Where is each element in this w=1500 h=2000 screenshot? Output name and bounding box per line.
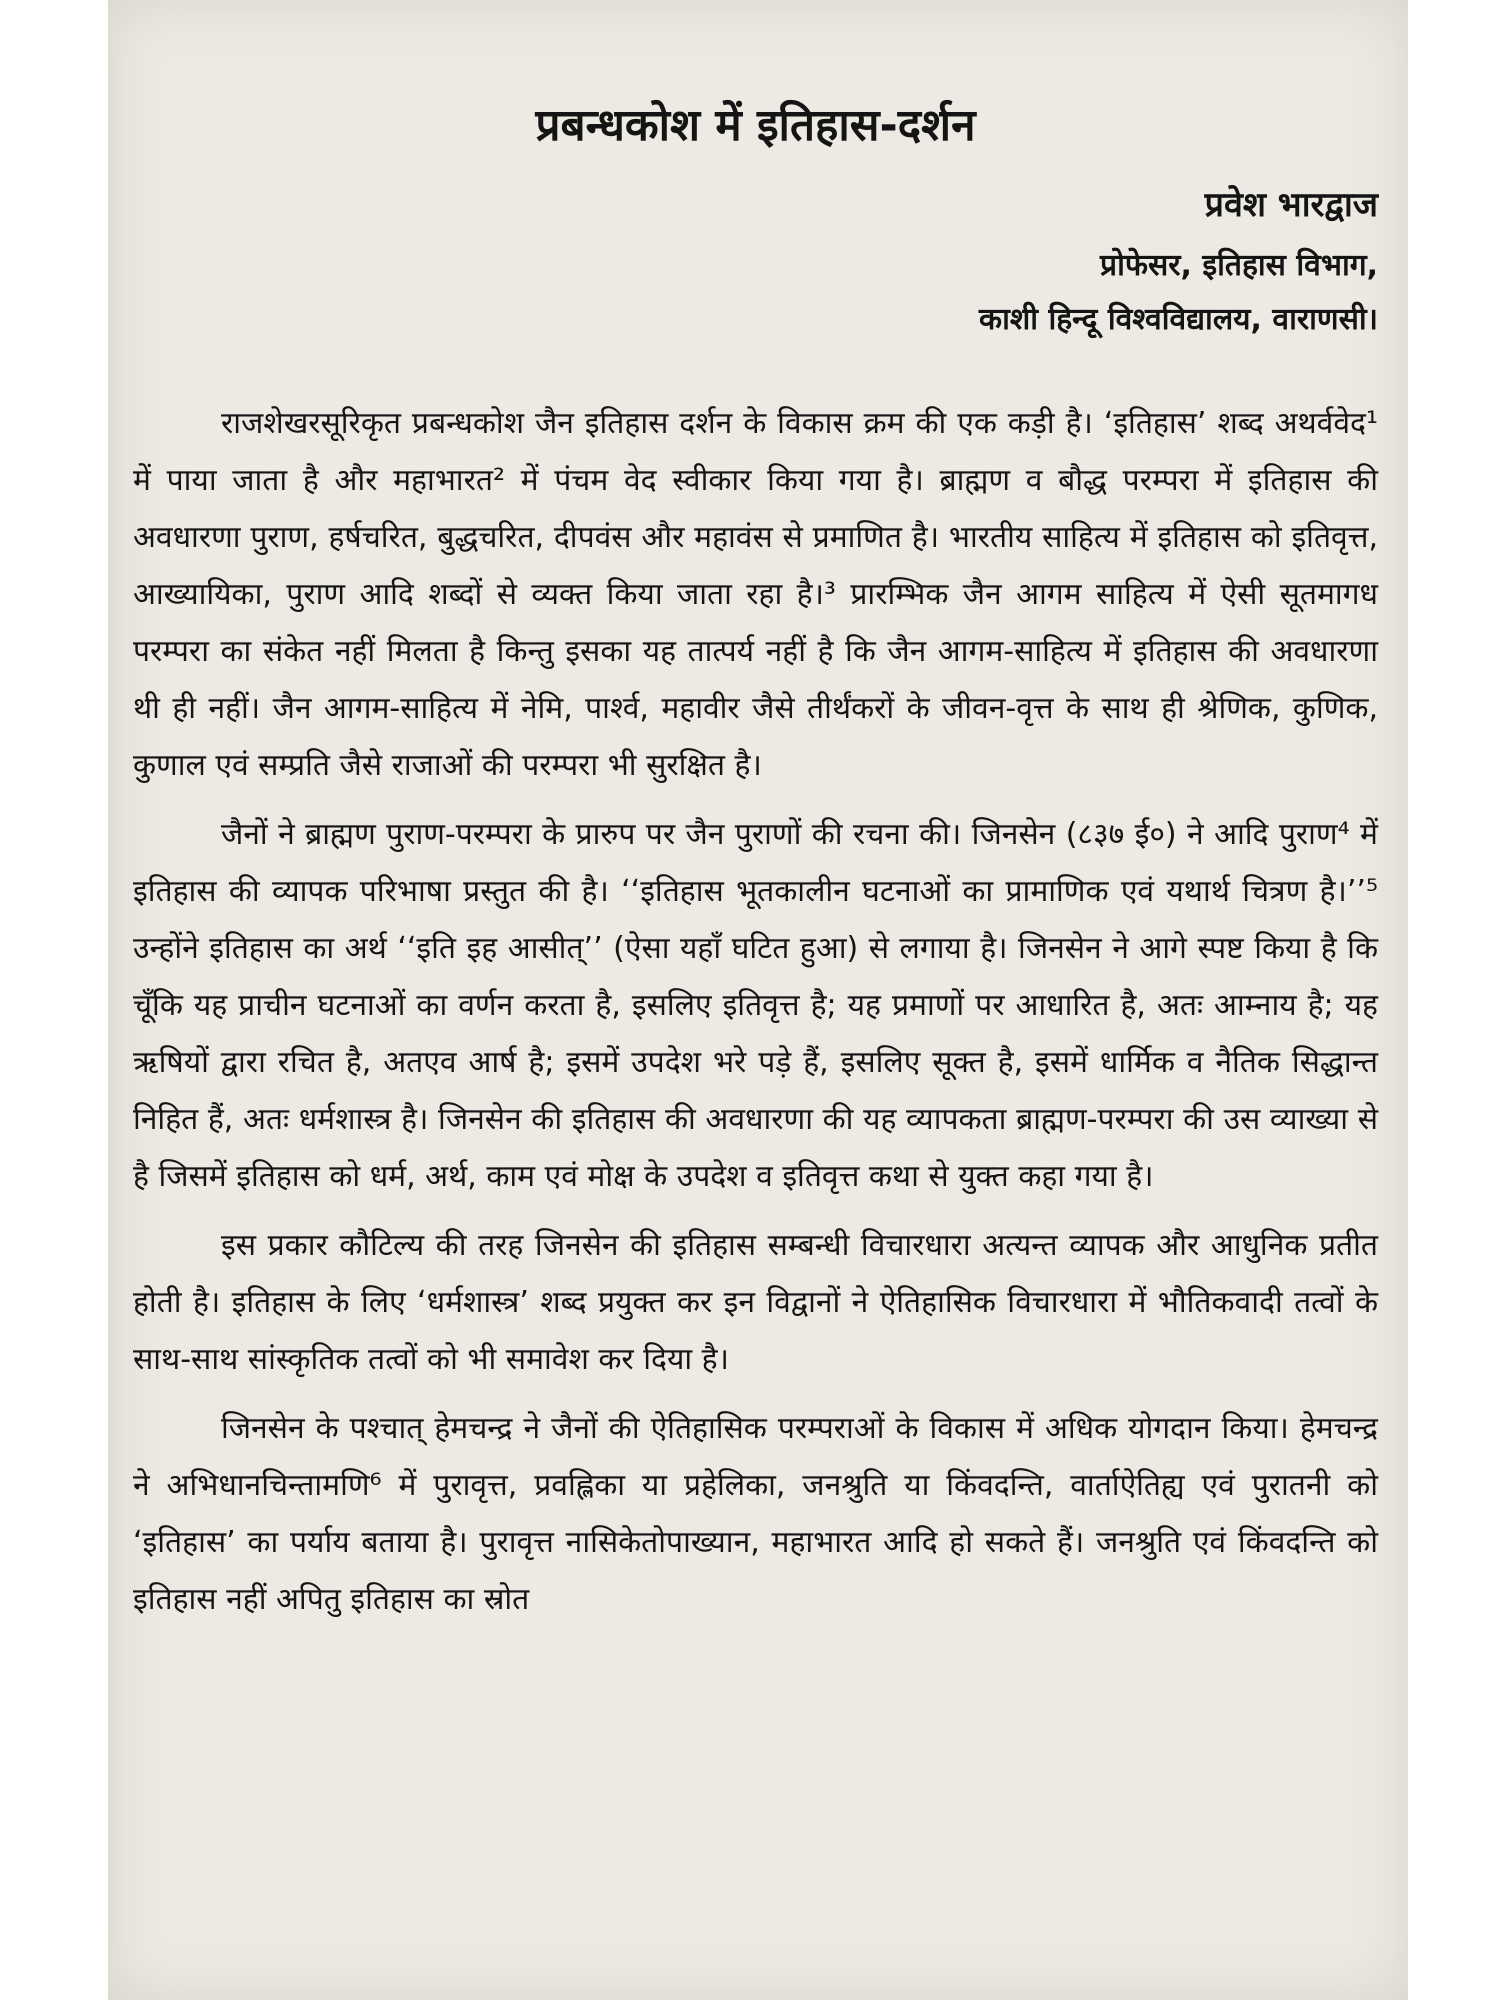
page-title: प्रबन्धकोश में इतिहास-दर्शन (535, 100, 976, 151)
author-name: प्रवेश भारद्वाज (1204, 184, 1378, 225)
paragraph: इस प्रकार कौटिल्य की तरह जिनसेन की इतिहास सम्बन्धी विचारधारा अत्यन्त व्यापक और आधुनिक प्रतीत होती है। इतिहास के लिए ‘धर्मशास्त्र’ शब्द प्रयुक्त कर इन विद्वानों ने ऐतिहासिक विचारधारा में भौतिकवादी तत्वों के साथ-साथ सांस्कृतिक तत्वों को भी समावेश कर दिया है। (133, 1228, 1378, 1378)
article (133, 100, 1378, 1640)
author-affiliation-university: काशी हिन्दू विश्वविद्यालय, वाराणसी। (979, 301, 1378, 337)
paragraph: राजशेखरसूरिकृत प्रबन्धकोश जैन इतिहास दर्शन के विकास क्रम की एक कड़ी है। ‘इतिहास’ शब्द अथर्ववेद¹ में पाया जाता है और महाभारत² में पंचम वेद स्वीकार किया गया है। ब्राह्मण व बौद्ध परम्परा में इतिहास की अवधारणा पुराण, हर्षचरित, बुद्धचरित, दीपवंस और महावंस से प्रमाणित है। भारतीय साहित्य में इतिहास को इतिवृत्त, आख्यायिका, पुराण आदि शब्दों से व्यक्त किया जाता रहा है।³ प्रारम्भिक जैन आगम साहित्य में ऐसी सूतमागध परम्परा का संकेत नहीं मिलता है किन्तु इसका यह तात्पर्य नहीं है कि जैन आगम-साहित्य में इतिहास की अवधारणा थी ही नहीं। जैन आगम-साहित्य में नेमि, पार्श्व, महावीर जैसे तीर्थंकरों के जीवन-वृत्त के साथ ही श्रेणिक, कुणिक, कुणाल एवं सम्प्रति जैसे राजाओं की परम्परा भी सुरक्षित है। (133, 406, 1378, 784)
article-body (133, 395, 1378, 1628)
author-affiliation-department: प्रोफेसर, इतिहास विभाग, (1100, 248, 1378, 284)
paragraph: जैनों ने ब्राह्मण पुराण-परम्परा के प्रारुप पर जैन पुराणों की रचना की। जिनसेन (८३७ ई०) ने आदि पुराण⁴ में इतिहास की व्यापक परिभाषा प्रस्तुत की है। ‘‘इतिहास भूतकालीन घटनाओं का प्रामाणिक एवं यथार्थ चित्रण है।’’⁵ उन्होंने इतिहास का अर्थ ‘‘इति इह आसीत्’’ (ऐसा यहाँ घटित हुआ) से लगाया है। जिनसेन ने आगे स्पष्ट किया है कि चूँकि यह प्राचीन घटनाओं का वर्णन करता है, इसलिए इतिवृत्त है; यह प्रमाणों पर आधारित है, अतः आम्नाय है; यह ऋषियों द्वारा रचित है, अतएव आर्ष है; इसमें उपदेश भरे पड़े हैं, इसलिए सूक्त है, इसमें धार्मिक व नैतिक सिद्धान्त निहित हैं, अतः धर्मशास्त्र है। जिनसेन की इतिहास की अवधारणा की यह व्यापकता ब्राह्मण-परम्परा की उस व्याख्या से है जिसमें इतिहास को धर्म, अर्थ, काम एवं मोक्ष के उपदेश व इतिवृत्त कथा से युक्त कहा गया है। (133, 817, 1378, 1195)
paragraph: जिनसेन के पश्चात् हेमचन्द्र ने जैनों की ऐतिहासिक परम्पराओं के विकास में अधिक योगदान किया। हेमचन्द्र ने अभिधानचिन्तामणि⁶ में पुरावृत्त, प्रवह्लिका या प्रहेलिका, जनश्रुति या किंवदन्ति, वार्ताऐतिह्य एवं पुरातनी को ‘इतिहास’ का पर्याय बताया है। पुरावृत्त नासिकेतोपाख्यान, महाभारत आदि हो सकते हैं। जनश्रुति एवं किंवदन्ति को इतिहास नहीं अपितु इतिहास का स्रोत (133, 1411, 1378, 1618)
byline (133, 181, 1378, 341)
